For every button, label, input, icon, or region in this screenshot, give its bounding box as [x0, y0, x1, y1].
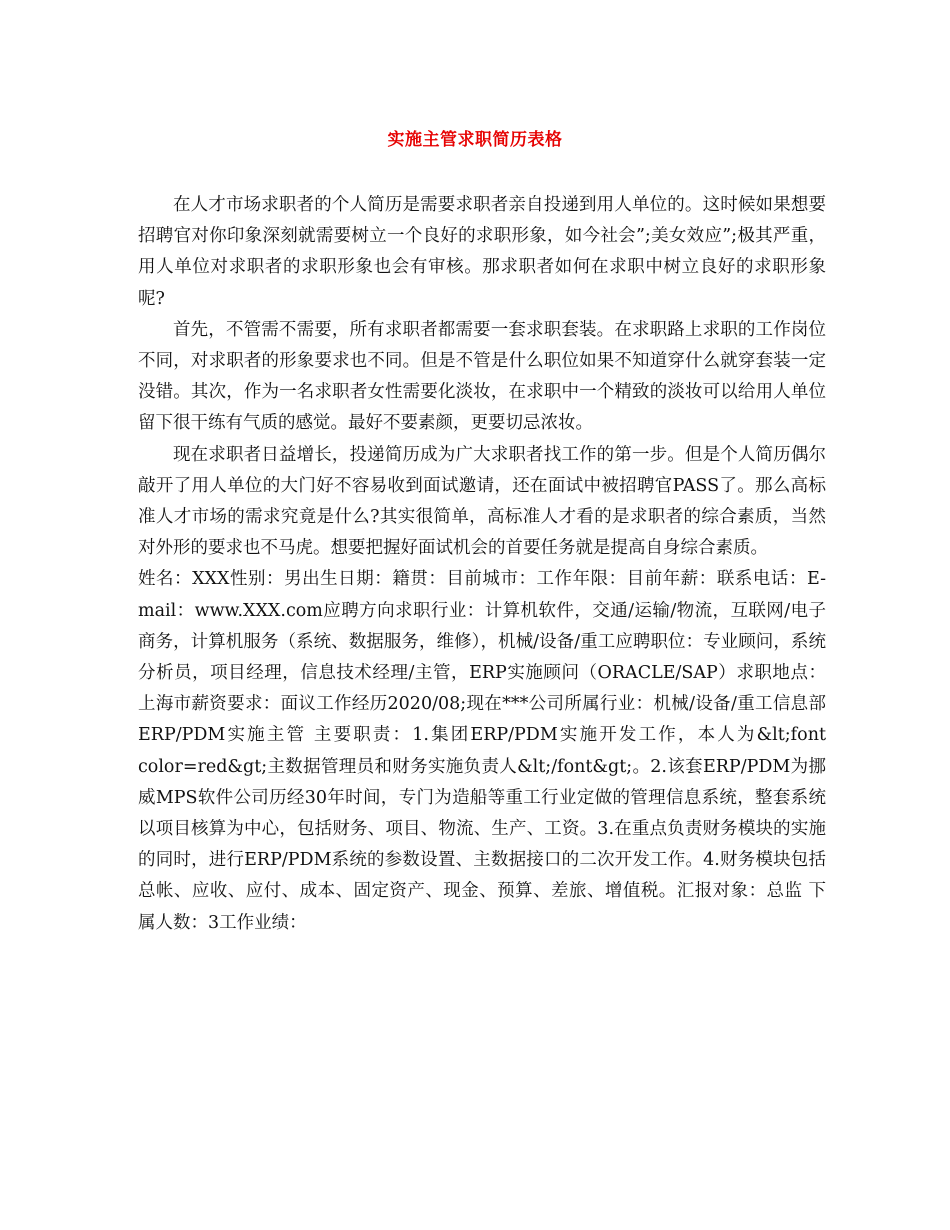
- resume-block: 姓名：XXX性别：男出生日期：籍贯：目前城市：工作年限：目前年薪：联系电话：E-mail：www.XXX.com应聘方向求职行业：计算机软件，交通/运输/物流，互联网/电子商务，计算机服务（系统、数据服务，维修），机械/设备/重工应聘职位：专业顾问，系统分析员，项目经理，信息技术经理/主管，ERP实施顾问（ORACLE/SAP）求职地点：上海市薪资要求：面议工作经历2020/08;现在***公司所属行业：机械/设备/重工信息部 ERP/PDM实施主管 主要职责：1.集团ERP/PDM实施开发工作，本人为&lt;font color=red&gt;主数据管理员和财务实施负责人&lt;/font&gt;。2.该套ERP/PDM为挪威MPS软件公司历经30年时间，专门为造船等重工行业定做的管理信息系统，整套系统以项目核算为中心，包括财务、项目、物流、生产、工资。3.在重点负责财务模块的实施的同时，进行ERP/PDM系统的参数设置、主数据接口的二次开发工作。4.财务模块包括总帐、应收、应付、成本、固定资产、现金、预算、差旅、增值税。汇报对象：总监 下属人数：3工作业绩：: [138, 569, 826, 933]
- paragraph-2: 首先，不管需不需要，所有求职者都需要一套求职套装。在求职路上求职的工作岗位不同，对求职者的形象要求也不同。但是不管是什么职位如果不知道穿什么就穿套装一定没错。其次，作为一名求职者女性需要化淡妆，在求职中一个精致的淡妆可以给用人单位留下很干练有气质的感觉。最好不要素颜，更要切忌浓妆。: [138, 319, 826, 434]
- document-body: [138, 190, 826, 939]
- paragraph-1: 在人才市场求职者的个人简历是需要求职者亲自投递到用人单位的。这时候如果想要招聘官对你印象深刻就需要树立一个良好的求职形象，如今社会”;美女效应”;极其严重，用人单位对求职者的求职形象也会有审核。那求职者如何在求职中树立良好的求职形象呢?: [138, 195, 826, 309]
- document-title: 实施主管求职简历表格: [387, 130, 563, 150]
- paragraph-3: 现在求职者日益增长，投递简历成为广大求职者找工作的第一步。但是个人简历偶尔敲开了用人单位的大门好不容易收到面试邀请，还在面试中被招聘官PASS了。那么高标准人才市场的需求究竟是什么?其实很简单，高标准人才看的是求职者的综合素质，当然对外形的要求也不马虎。想要把握好面试机会的首要任务就是提高自身综合素质。: [138, 444, 826, 559]
